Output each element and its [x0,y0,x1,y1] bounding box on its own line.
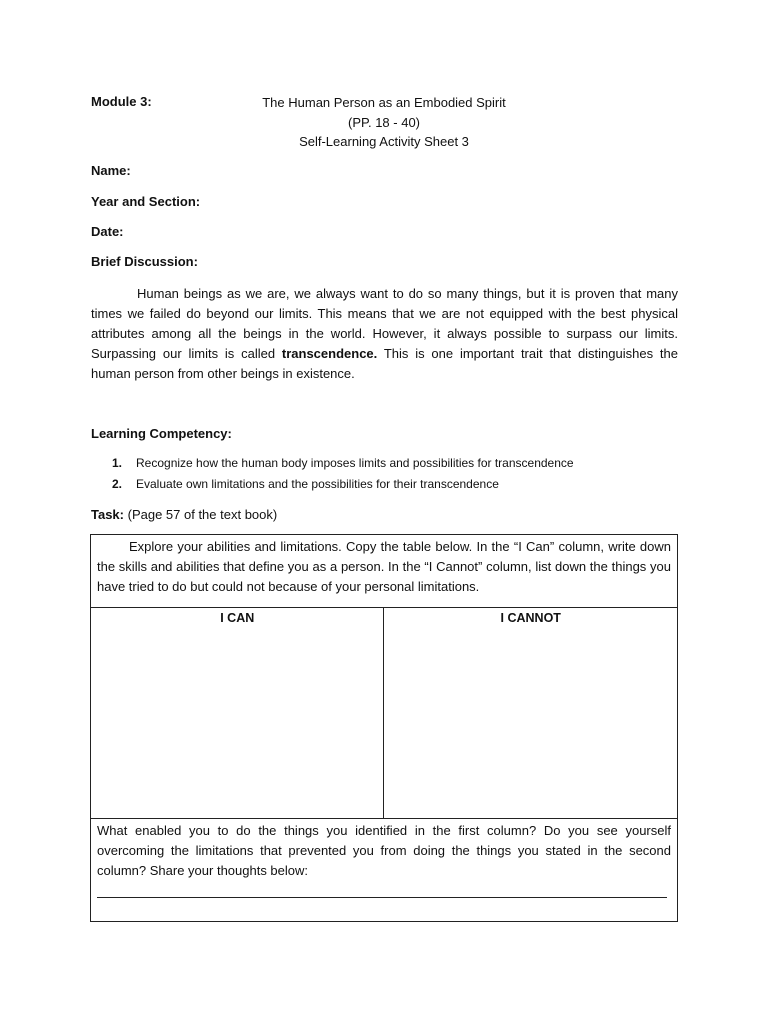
i-can-header: I CAN [220,611,255,625]
task-instructions-cell [91,535,678,608]
discussion-paragraph [91,284,678,384]
competency-text: Evaluate own limitations and the possibilities for their transcendence [136,477,499,491]
i-cannot-header: I CANNOT [500,611,561,625]
document-title [200,93,568,152]
competency-number: 2. [112,477,123,491]
task-label: Task: [91,507,124,522]
sheet-title: Self-Learning Activity Sheet 3 [299,134,469,149]
answer-line[interactable] [97,897,667,898]
competency-heading: Learning Competency: [91,426,232,441]
competency-number: 1. [112,456,123,470]
date-field-label: Date: [91,224,124,239]
brief-discussion-heading: Brief Discussion: [91,254,198,269]
task-line [91,507,277,522]
name-field-label: Name: [91,163,131,178]
year-section-field-label: Year and Section: [91,194,201,209]
competency-text: Recognize how the human body imposes limits and possibilities for transcendence [136,456,574,470]
discussion-text: Human beings as we are, we always want to do so many things, but it is proven that many times we failed do beyond our limits. This means that we are not equipped with the best physical attributes among all the beings in the world. However, it always possible to surpass our limits. Surpassing our limits is called [91,286,678,361]
title-line: The Human Person as an Embodied Spirit [262,95,506,110]
competency-item [112,456,574,470]
task-table [90,534,678,922]
discussion-emphasis: transcendence. [281,346,378,361]
task-reference: (Page 57 of the text book) [124,507,278,522]
i-can-column[interactable] [91,608,384,819]
competency-item [112,477,499,491]
reflection-question: What enabled you to do the things you identified in the first column? Do you see yourself overcoming the limitations that prevented you from doing the things you stated in the second column? Share your thoughts below: [97,823,671,878]
module-label: Module 3: [91,94,152,109]
page-range: (PP. 18 - 40) [347,114,421,130]
task-instructions: Explore your abilities and limitations. Copy the table below. In the “I Can” column, write down the skills and abilities that define you as a person. In the “I Cannot” column, list down the things you have tried to do but could not because of your personal limitations. [97,539,671,594]
i-cannot-column[interactable] [384,608,678,819]
reflection-question-cell [91,819,678,922]
discussion-text-end: This is one important trait that distinguishes the human person from other beings in existence. [91,346,678,381]
